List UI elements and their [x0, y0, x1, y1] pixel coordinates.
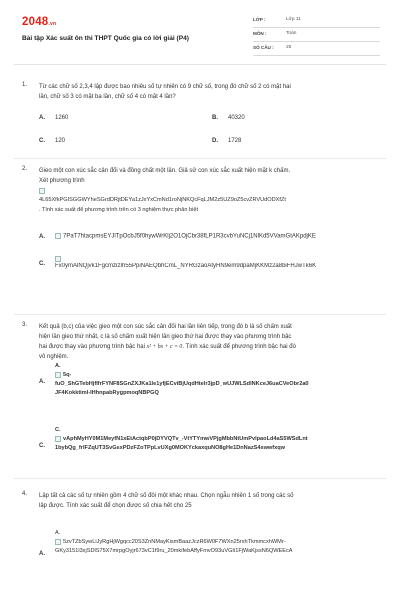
meta-value: 25: [286, 45, 292, 50]
option-text: 1260: [55, 115, 69, 121]
option-a[interactable]: [39, 115, 68, 121]
option-image: [55, 435, 382, 444]
option-text: 120: [55, 138, 66, 144]
broken-image-icon: [55, 539, 61, 545]
option-a[interactable]: [39, 233, 382, 240]
question-number: 4.: [22, 491, 28, 497]
question-number: 1.: [22, 82, 28, 88]
question-line: Kết quả (b,c) của việc gieo một con súc sắc cân đối hai lần liên tiếp, trong đó b là số chấm xuất: [39, 324, 292, 330]
option-content: [55, 256, 380, 269]
option-image: [55, 371, 382, 380]
question-line: hiện lần gieo thứ nhất, c là số chấm xuất hiện lần gieo thứ hai được thay vào phương trình bậc: [39, 334, 292, 340]
question-line: lần, chữ số 3 có mặt ba lần, chữ số 4 có mặt 4 lần?: [39, 94, 176, 100]
option-inner-label: C.: [55, 427, 61, 433]
option-text: 7PaT7htacpmsEYJlTpOcbJ5f0hywWrKlj2O1OjCbr38fLP1R3cvbYuNCj1NlKd5VVamGtAKpdjKE: [63, 233, 316, 240]
formula-image-alt: 4L65XfkPGISGGWYheSGrdDRjtDEYa1zJxYxCmNd1roNjNKQcFqLJM2z5UZ9oZ5cvZRVUdODXfZt: [39, 197, 286, 203]
question-line: [39, 342, 381, 352]
option-letter: D.: [212, 138, 218, 144]
formula-image: [39, 187, 381, 195]
question-line: Xét phương trình: [39, 178, 85, 184]
meta-row-class: [253, 14, 380, 28]
question-text: [39, 166, 381, 215]
option-text: JF4Kokktiml-IHhnpabRygpmoqNBPGQ: [55, 390, 159, 396]
question-divider: [14, 478, 386, 479]
option-text: vAphMyHY0M1MeyfN1xEtActqbP0jDYVQTv_-VtYTYmwVPjgMbbNtUmPvlpaoLd4aS5WSdLnt: [63, 436, 308, 442]
equation: x² + bx + c = 0: [146, 344, 183, 350]
question-divider: [14, 158, 386, 159]
option-image: [55, 538, 382, 547]
question-text: [39, 491, 381, 511]
question-line: vô nghiệm.: [39, 354, 69, 360]
logo[interactable]: [22, 16, 56, 28]
header-divider: [14, 64, 386, 65]
question-line: Từ các chữ số 2,3,4 lập được bao nhiêu số tự nhiên có 9 chữ số, trong đó chữ số 2 có mặt hai: [39, 84, 291, 90]
option-c[interactable]: [39, 256, 382, 271]
option-text: fuO_ShGTebHjfIfrFYNF8SGnZXJKa1Ie1yfjECviBjUqdHtelr3jpD_wUJWLSdlNKceJ6uaCVeObr2a0: [55, 381, 309, 387]
option-text: 40320: [228, 115, 245, 121]
option-content: [55, 529, 382, 556]
question-line-part: hai được thay vào phương trình bậc hai: [39, 344, 145, 350]
option-text: 1728: [228, 138, 242, 144]
question-text: [39, 82, 381, 102]
meta-label: MÔN :: [253, 31, 267, 36]
question-line: . Tính xác suất để phương trình trên có 3 nghiệm thực phân biệt: [39, 207, 199, 213]
broken-image-icon: [55, 256, 61, 262]
option-b[interactable]: [212, 115, 245, 121]
broken-image-icon: [55, 233, 61, 239]
meta-value: Lớp 11: [286, 17, 301, 22]
broken-image-icon: [55, 436, 61, 442]
document-header: [22, 12, 380, 60]
logo-text: 2048: [22, 16, 49, 28]
option-letter: A.: [39, 551, 45, 557]
option-letter: C.: [39, 443, 45, 449]
option-text: 1bybQg_frlFZqUT3SvGsxPDzFZoTPpLvUXg0MOKYckaxquNO8gHe1DnNazS4swwfxqw: [55, 445, 286, 451]
logo-suffix: .vn: [48, 21, 57, 27]
option-letter: A.: [39, 233, 45, 240]
question-1: [22, 82, 382, 152]
option-c[interactable]: [39, 138, 65, 144]
page-title: Bài tập Xác suất ôn thi THPT Quốc gia có lời giải (P4): [22, 35, 189, 42]
question-line: lập được. Tính xác suất để chọn được số chia hết cho 25: [39, 503, 192, 509]
question-4: [22, 491, 382, 591]
meta-table: [253, 14, 380, 56]
option-d[interactable]: [212, 138, 241, 144]
option-text: Fx0ymAlNQjvk1FgcmzizIh55PpiNAEQbhCmL_NYRGzaoAtyHN9em9dpaMjKKMz2a8biFHJwTk6K: [55, 262, 317, 269]
option-letter: A.: [39, 115, 45, 121]
question-2: [22, 166, 382, 286]
option-letter: A.: [39, 379, 45, 385]
question-line-part: . Tính xác suất để phương trình bậc hai đó: [182, 344, 296, 350]
option-text: GKy3151l3xjSDlS75X7mrpgOyjr673vC1f9ru_20mkifebAffyFmvO93uVGIi1FjWaKjssN6QWEEcA: [55, 548, 293, 554]
option-content: [55, 426, 382, 453]
option-inner-label: A.: [55, 363, 61, 369]
broken-image-icon: [39, 188, 45, 194]
question-line: Gieo một con xúc sắc cân đối và đồng chất một lần. Giả sử con xúc sắc xuất hiện mặt k chấm.: [39, 168, 291, 174]
question-divider: [14, 314, 386, 315]
option-letter: B.: [212, 115, 218, 121]
question-text: [39, 322, 381, 362]
meta-row-subject: [253, 28, 380, 42]
question-number: 2.: [22, 166, 28, 172]
option-text: 5q-: [63, 372, 72, 378]
meta-label: LỚP :: [253, 17, 266, 22]
question-line: Lập tất cả các số tự nhiên gồm 4 chữ số đôi một khác nhau. Chọn ngẫu nhiên 1 số trong các số: [39, 493, 294, 499]
broken-image-icon: [55, 372, 61, 378]
option-letter: C.: [39, 261, 45, 267]
meta-value: Toán: [286, 31, 297, 36]
option-text: 5zvTZbSywLiJyRgHjWgqcc20S3ZnNMayKismBaazJczR6W0F7WXn25rxhTkmmcxhWMr-: [63, 539, 286, 545]
question-number: 3.: [22, 322, 28, 328]
question-3: [22, 322, 382, 472]
option-content: [55, 362, 382, 398]
option-inner-label: A.: [55, 530, 61, 536]
meta-row-count: [253, 42, 380, 56]
option-letter: C.: [39, 138, 45, 144]
meta-label: SỐ CÂU :: [253, 45, 274, 50]
